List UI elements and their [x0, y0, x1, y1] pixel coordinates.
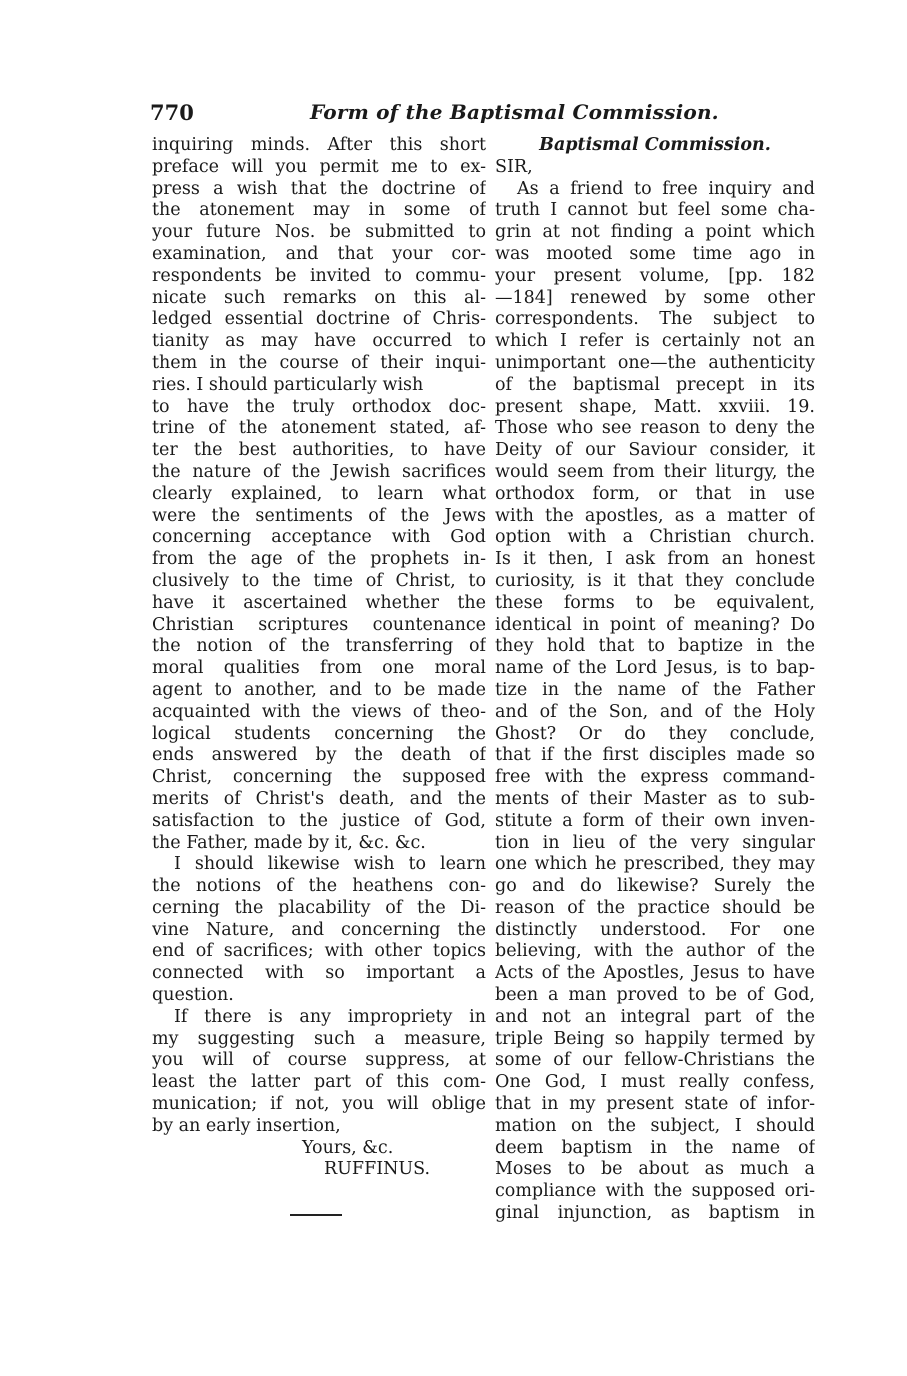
left-column-line: ries. I should particularly wish [152, 374, 424, 395]
right-column-line: option with a Christian church. [495, 527, 815, 548]
left-column-line: agent to another, and to be made [152, 679, 486, 700]
right-column-line: Ghost? Or do they conclude, [495, 723, 815, 744]
left-column-line: acquainted with the views of theo- [152, 701, 486, 722]
left-column-line: merits of Christ's death, and the [152, 788, 486, 809]
right-column-line: grin at not finding a point which [495, 222, 815, 243]
left-column-line: examination, and that your cor- [152, 243, 486, 264]
left-column [152, 135, 486, 1181]
left-column-line: your future Nos. be submitted to [152, 222, 486, 243]
left-column-line: them in the course of their inqui- [152, 352, 486, 373]
right-column-line: name of the Lord Jesus, is to bap- [495, 658, 815, 679]
right-column-line: that in my present state of infor- [495, 1094, 815, 1115]
left-column-line: clusively to the time of Christ, to [152, 570, 486, 591]
right-column-line: reason of the practice should be [495, 897, 815, 918]
right-column-line: identical in point of meaning? Do [495, 614, 815, 635]
right-column-line: one which he prescribed, they may [495, 854, 815, 875]
right-column-line: which I refer is certainly not an [495, 331, 815, 352]
left-column-line: satisfaction to the justice of God, [152, 810, 486, 831]
left-column-line: respondents be invited to commu- [152, 265, 486, 286]
right-column-line: deem baptism in the name of [495, 1137, 815, 1158]
left-column-line: the Father, made by it, &c. &c. [152, 832, 426, 853]
left-column-line: press a wish that the doctrine of [152, 178, 486, 199]
right-column-line: Those who see reason to deny the [495, 418, 815, 439]
right-column-line: —184] renewed by some other [495, 287, 815, 308]
left-column-line: ledged essential doctrine of Chris- [152, 309, 486, 330]
right-column-line: of the baptismal precept in its [495, 374, 815, 395]
right-column-line: would seem from their liturgy, the [495, 461, 815, 482]
right-column-line: been a man proved to be of God, [495, 985, 815, 1006]
right-column-line: stitute a form of their own inven- [495, 810, 815, 831]
page-number: 770 [150, 100, 194, 125]
right-column-line: they hold that to baptize in the [495, 636, 815, 657]
right-column-line: free with the express command- [495, 767, 815, 788]
right-column-line: with the apostles, as a matter of [495, 505, 815, 526]
right-column-line: truth I cannot but feel some cha- [495, 200, 815, 221]
left-column-line: tianity as may have occurred to [152, 331, 486, 352]
right-column-line: compliance with the supposed ori- [495, 1181, 815, 1202]
left-column-line: the notions of the heathens con- [152, 876, 486, 897]
right-column-line: SIR, [495, 156, 533, 177]
right-column-line: tion in lieu of the very singular [495, 832, 815, 853]
right-column-line: ments of their Master as to sub- [495, 788, 815, 809]
right-column-line: One God, I must really confess, [495, 1072, 815, 1093]
right-column-line: your present volume, [pp. 182 [495, 265, 815, 286]
left-column-line: logical students concerning the [152, 723, 486, 744]
right-column-line: unimportant one—the authenticity [495, 352, 815, 373]
right-column-line: was mooted some time ago in [495, 243, 815, 264]
left-column-line: ter the best authorities, to have [152, 440, 486, 461]
page-header [150, 100, 810, 130]
left-column-line: were the sentiments of the Jews [152, 505, 486, 526]
running-title: Form of the Baptismal Commission. [310, 100, 719, 124]
left-column-line: preface will you permit me to ex- [152, 156, 486, 177]
left-column-line: you will of course suppress, at [152, 1050, 486, 1071]
left-column-line: Christ, concerning the supposed [152, 767, 486, 788]
right-column [495, 135, 815, 1225]
left-column-line: Christian scriptures countenance [152, 614, 486, 635]
left-column-line: to have the truly orthodox doc- [152, 396, 486, 417]
right-column-line: Baptismal Commission. [539, 135, 771, 155]
left-column-line: RUFFINUS. [324, 1159, 431, 1180]
left-column-line: connected with so important a [152, 963, 486, 984]
left-column-line: question. [152, 985, 234, 1006]
right-column-line: Is it then, I ask from an honest [495, 549, 815, 570]
left-column-line: the atonement may in some of [152, 200, 486, 221]
right-column-line: these forms to be equivalent, [495, 592, 815, 613]
right-column-line: go and do likewise? Surely the [495, 876, 815, 897]
right-column-line: Deity of our Saviour consider, it [495, 440, 815, 461]
left-column-line: nicate such remarks on this al- [152, 287, 486, 308]
right-column-line: curiosity, is it that they conclude [495, 570, 815, 591]
left-column-line: from the age of the prophets in- [152, 549, 486, 570]
right-column-line: As a friend to free inquiry and [517, 178, 815, 199]
right-column-line: distinctly understood. For one [495, 919, 815, 940]
end-rule [290, 1214, 342, 1216]
right-column-line: triple Being so happily termed by [495, 1028, 815, 1049]
left-column-line: concerning acceptance with God [152, 527, 486, 548]
left-column-line: ends answered by the death of [152, 745, 486, 766]
right-column-line: orthodox form, or that in use [495, 483, 815, 504]
left-column-line: have it ascertained whether the [152, 592, 486, 613]
left-column-line: cerning the placability of the Di- [152, 897, 486, 918]
left-column-line: end of sacrifices; with other topics [152, 941, 486, 962]
left-column-line: Yours, &c. [302, 1137, 394, 1158]
right-column-line: some of our fellow-Christians the [495, 1050, 815, 1071]
left-column-line: moral qualities from one moral [152, 658, 486, 679]
left-column-line: the notion of the transferring of [152, 636, 486, 657]
right-column-line: correspondents. The subject to [495, 309, 815, 330]
right-column-line: Acts of the Apostles, Jesus to have [495, 963, 815, 984]
right-column-line: that if the first disciples made so [495, 745, 815, 766]
left-column-line: trine of the atonement stated, af- [152, 418, 486, 439]
left-column-line: I should likewise wish to learn [174, 854, 486, 875]
left-column-line: by an early insertion, [152, 1115, 341, 1136]
right-column-line: tize in the name of the Father [495, 679, 815, 700]
left-column-line: vine Nature, and concerning the [152, 919, 486, 940]
right-column-line: believing, with the author of the [495, 941, 815, 962]
left-column-line: the nature of the Jewish sacrifices [152, 461, 486, 482]
right-column-line: and of the Son, and of the Holy [495, 701, 815, 722]
right-column-line: and not an integral part of the [495, 1006, 815, 1027]
left-column-line: least the latter part of this com- [152, 1072, 486, 1093]
left-column-line: clearly explained, to learn what [152, 483, 486, 504]
right-column-line: ginal injunction, as baptism in [495, 1203, 815, 1224]
left-column-line: my suggesting such a measure, [152, 1028, 486, 1049]
left-column-line: inquiring minds. After this short [152, 135, 486, 155]
right-column-line: Moses to be about as much a [495, 1159, 815, 1180]
left-column-line: If there is any impropriety in [174, 1006, 486, 1027]
right-column-line: present shape, Matt. xxviii. 19. [495, 396, 815, 417]
left-column-line: munication; if not, you will oblige [152, 1094, 486, 1115]
right-column-line: mation on the subject, I should [495, 1115, 815, 1136]
